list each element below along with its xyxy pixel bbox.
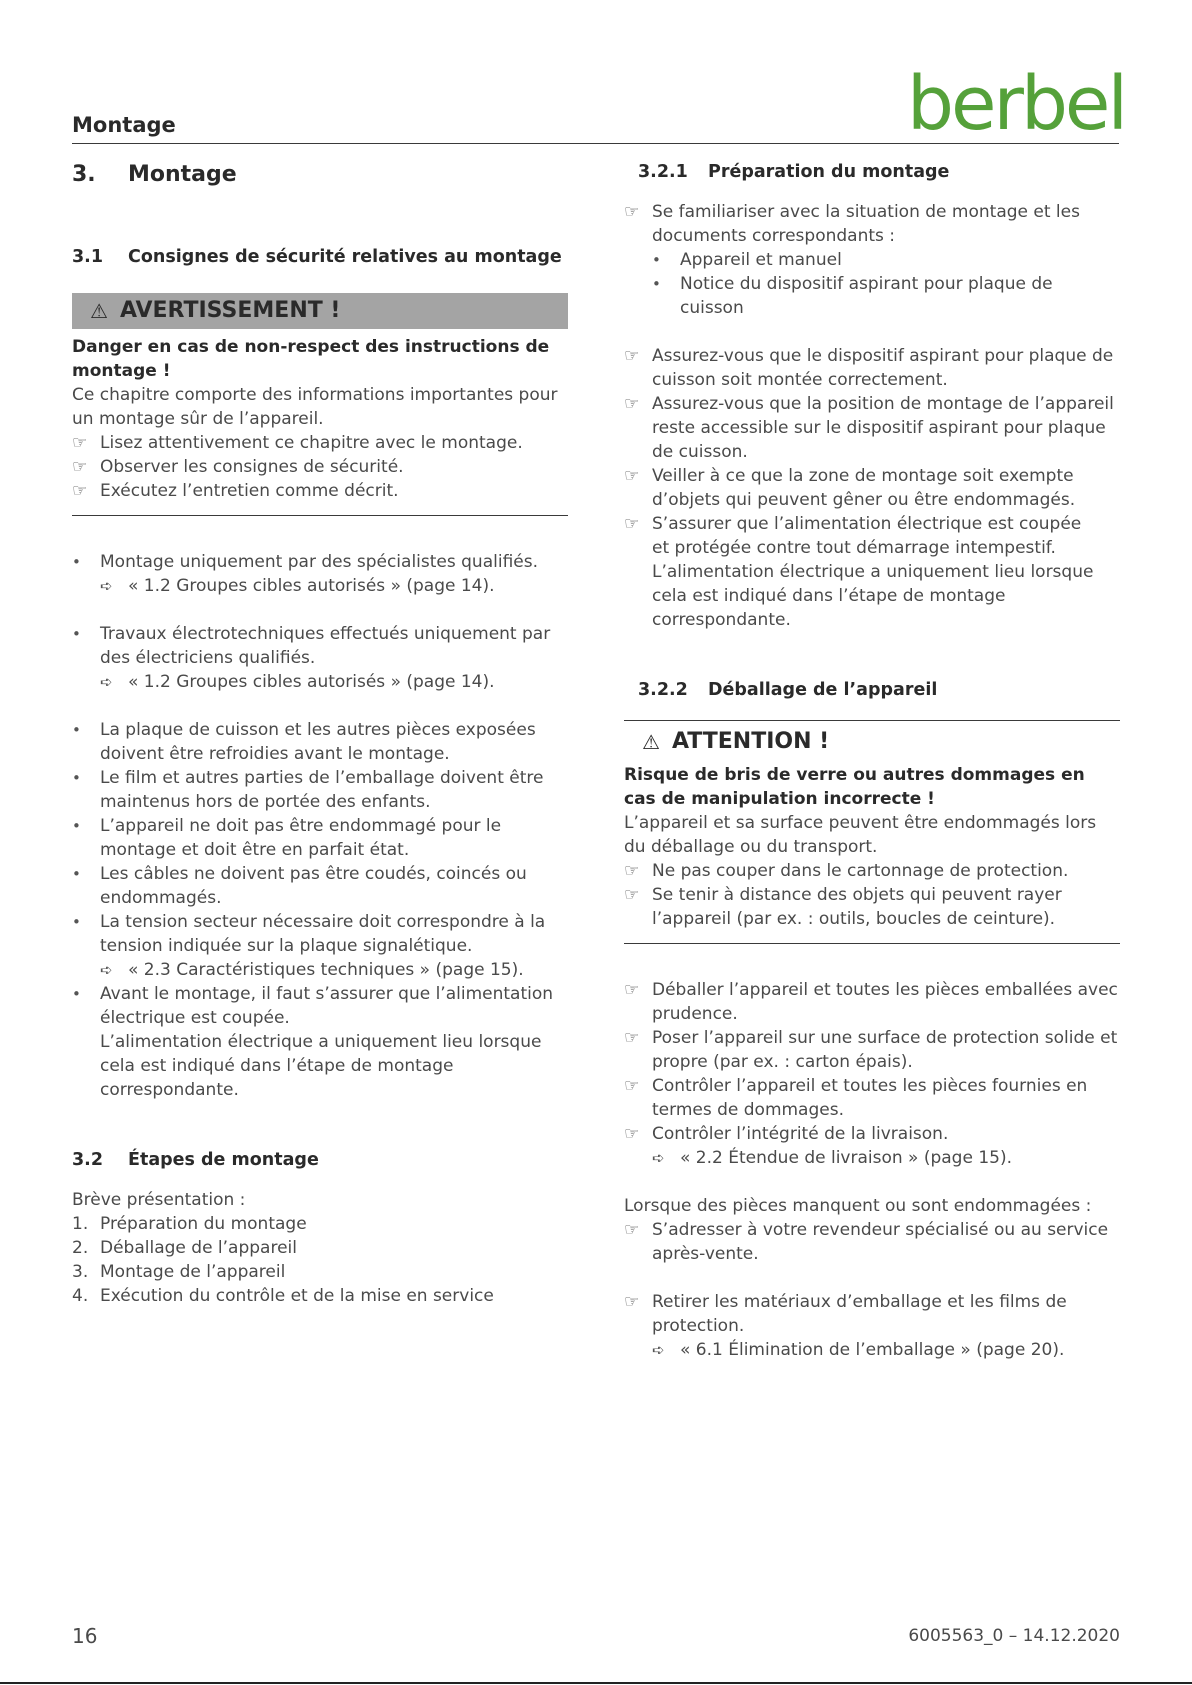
sub-list-item: • Notice du dispositif aspirant pour plaque de cuisson (652, 274, 1053, 318)
chapter-title: Montage (128, 162, 237, 187)
bullet-icon: • (72, 913, 81, 931)
right-column (624, 160, 1120, 1362)
list-item: ☞ Assurez-vous que le dispositif aspirant pour plaque de cuisson soit montée correctement. (624, 346, 1114, 390)
warning-triangle-icon: ⚠ (642, 730, 660, 754)
bullet-icon: • (72, 721, 81, 739)
sub-list-item: • Appareil et manuel (652, 250, 842, 270)
section-number: 3.2.2 (638, 680, 688, 700)
list-item: ☞ Contrôler l’appareil et toutes les pièces fournies en termes de dommages. (624, 1076, 1088, 1120)
pointing-hand-icon: ☞ (624, 394, 640, 414)
pointing-hand-icon: ☞ (624, 980, 640, 1000)
section-number: 3.2 (72, 1150, 104, 1170)
attention-title: Risque de bris de verre ou autres dommages en cas de manipulation incorrecte ! (624, 765, 1085, 809)
warning-text: Ce chapitre comporte des informations importantes pour un montage sûr de l’appareil. (72, 385, 558, 429)
attention-text: L’appareil et sa surface peuvent être endommagés lors du déballage ou du transport. (624, 813, 1097, 857)
list-item: • L’appareil ne doit pas être endommagé pour le montage et doit être en parfait état. (72, 816, 502, 860)
list-item: ☞ Contrôler l’intégrité de la livraison. (624, 1124, 949, 1144)
steps-intro: Brève présentation : (72, 1190, 246, 1210)
pointing-hand-icon: ☞ (624, 1292, 640, 1312)
list-item: ☞ Assurez-vous que la position de montage de l’appareil reste accessible sur le dispositif aspirant pour plaque de cuisson. (624, 394, 1114, 462)
chapter-number: 3. (72, 162, 96, 187)
section-3-1-heading (72, 245, 568, 269)
list-item: ☞ Déballer l’appareil et toutes les pièces emballées avec prudence. (624, 980, 1118, 1024)
warning-step: ☞ Observer les consignes de sécurité. (72, 457, 404, 477)
section-3-2-1-heading (638, 160, 1120, 184)
bottom-edge-rule (0, 1682, 1192, 1684)
bullet-list-a (72, 550, 568, 694)
page-number: 16 (72, 1624, 98, 1648)
section-title: Déballage de l’appareil (708, 680, 938, 700)
pointing-hand-icon: ☞ (624, 885, 640, 905)
list-item: • Les câbles ne doivent pas être coudés, coincés ou endommagés. (72, 864, 527, 908)
attention-label: ATTENTION ! (671, 729, 830, 754)
section-title: Préparation du montage (708, 162, 950, 182)
warning-banner (72, 293, 568, 329)
bullet-icon: • (652, 251, 661, 269)
cross-reference[interactable]: ➪ « 2.2 Étendue de livraison » (page 15). (652, 1148, 1013, 1168)
pointing-hand-icon: ☞ (624, 346, 640, 366)
attention-end-rule (624, 943, 1120, 944)
chapter-heading (72, 160, 568, 190)
document-id: 6005563_0 – 14.12.2020 (908, 1626, 1120, 1646)
pointing-hand-icon: ☞ (624, 514, 640, 534)
list-item: • La plaque de cuisson et les autres pièces exposées doivent être refroidies avant le montage. (72, 720, 536, 764)
warning-end-rule (72, 515, 568, 516)
list-item: • Montage uniquement par des spécialistes qualifiés. (72, 552, 538, 572)
list-item: ☞ Se familiariser avec la situation de montage et les documents correspondants : (624, 202, 1080, 246)
warning-triangle-icon: ⚠ (90, 299, 108, 323)
bullet-icon: • (72, 985, 81, 1003)
prep-list (624, 200, 1120, 632)
list-item: • Le film et autres parties de l’emballage doivent être maintenus hors de portée des enfants. (72, 768, 544, 812)
list-item: ☞ Veiller à ce que la zone de montage soit exempte d’objets qui peuvent gêner ou être endommagés. (624, 466, 1076, 510)
list-item: • La tension secteur nécessaire doit correspondre à la tension indiquée sur la plaque signalétique. (72, 912, 546, 956)
pointing-hand-icon: ☞ (624, 1076, 640, 1096)
attention-step: ☞ Ne pas couper dans le cartonnage de protection. (624, 861, 1069, 881)
list-item: 3. Montage de l’appareil (72, 1262, 286, 1282)
pointing-hand-icon: ☞ (624, 1220, 640, 1240)
section-3-2-2-heading (638, 678, 1120, 702)
list-item: 1. Préparation du montage (72, 1214, 307, 1234)
cross-reference[interactable]: ➪ « 1.2 Groupes cibles autorisés » (page 14). (100, 576, 495, 596)
section-title: Étapes de montage (128, 1150, 319, 1170)
cross-reference[interactable]: ➪ « 2.3 Caractéristiques techniques » (page 15). (100, 960, 524, 980)
section-title: Consignes de sécurité relatives au montage (128, 247, 562, 267)
list-item: 4. Exécution du contrôle et de la mise en service (72, 1286, 494, 1306)
warning-step: ☞ Lisez attentivement ce chapitre avec le montage. (72, 433, 523, 453)
berbel-logo: berbel (907, 61, 1125, 147)
arrow-right-icon: ➪ (100, 577, 113, 595)
bullet-icon: • (72, 769, 81, 787)
cross-reference[interactable]: ➪ « 6.1 Élimination de l’emballage » (page 20). (652, 1340, 1065, 1360)
bullet-icon: • (72, 625, 81, 643)
pointing-hand-icon: ☞ (624, 466, 640, 486)
section-number: 3.2.1 (638, 162, 688, 182)
header-section-title: Montage (72, 113, 176, 137)
section-3-2-heading (72, 1148, 568, 1172)
pointing-hand-icon: ☞ (72, 433, 88, 453)
pointing-hand-icon: ☞ (624, 1028, 640, 1048)
pointing-hand-icon: ☞ (624, 1124, 640, 1144)
pointing-hand-icon: ☞ (624, 861, 640, 881)
page-header (72, 60, 1125, 147)
bullet-list-b (72, 718, 568, 1102)
attention-banner (624, 721, 1120, 763)
bullet-icon: • (72, 865, 81, 883)
arrow-right-icon: ➪ (100, 673, 113, 691)
warning-step: ☞ Exécutez l’entretien comme décrit. (72, 481, 399, 501)
section-number: 3.1 (72, 247, 104, 267)
arrow-right-icon: ➪ (100, 961, 113, 979)
list-item: • Travaux électrotechniques effectués uniquement par des électriciens qualifiés. (72, 624, 551, 668)
cross-reference[interactable]: ➪ « 1.2 Groupes cibles autorisés » (page 14). (100, 672, 495, 692)
unpack-list (624, 978, 1120, 1170)
arrow-right-icon: ➪ (652, 1149, 665, 1167)
steps-list (72, 1212, 568, 1308)
left-column (72, 160, 568, 1308)
attention-step: ☞ Se tenir à distance des objets qui peuvent rayer l’appareil (par ex. : outils, boucles de ceinture). (624, 885, 1062, 929)
list-item: 2. Déballage de l’appareil (72, 1238, 297, 1258)
list-item: ☞ Poser l’appareil sur une surface de protection solide et propre (par ex. : carton épais). (624, 1028, 1118, 1072)
warning-label: AVERTISSEMENT ! (119, 298, 341, 323)
arrow-right-icon: ➪ (652, 1341, 665, 1359)
list-item: ☞ S’adresser à votre revendeur spécialisé ou au service après-vente. (624, 1220, 1109, 1264)
list-item: • Avant le montage, il faut s’assurer que l’alimentation électrique est coupée. L’alimentation électrique a uniquement lieu lorsque cela est indiqué dans l’étape de montage correspondante. (72, 984, 554, 1100)
list-item: ☞ S’assurer que l’alimentation électrique est coupée et protégée contre tout démarrage intempestif. L’alimentation électrique a uniquement lieu lorsque cela est indiqué dans l’étape de montage correspondante. (624, 514, 1094, 630)
bullet-icon: • (72, 553, 81, 571)
pointing-hand-icon: ☞ (624, 202, 640, 222)
pointing-hand-icon: ☞ (72, 457, 88, 477)
bullet-icon: • (72, 817, 81, 835)
pointing-hand-icon: ☞ (72, 481, 88, 501)
list-item: ☞ Retirer les matériaux d’emballage et les films de protection. (624, 1292, 1067, 1336)
missing-intro: Lorsque des pièces manquent ou sont endommagées : (624, 1196, 1092, 1216)
bullet-icon: • (652, 275, 661, 293)
warning-title: Danger en cas de non-respect des instructions de montage ! (72, 337, 550, 381)
